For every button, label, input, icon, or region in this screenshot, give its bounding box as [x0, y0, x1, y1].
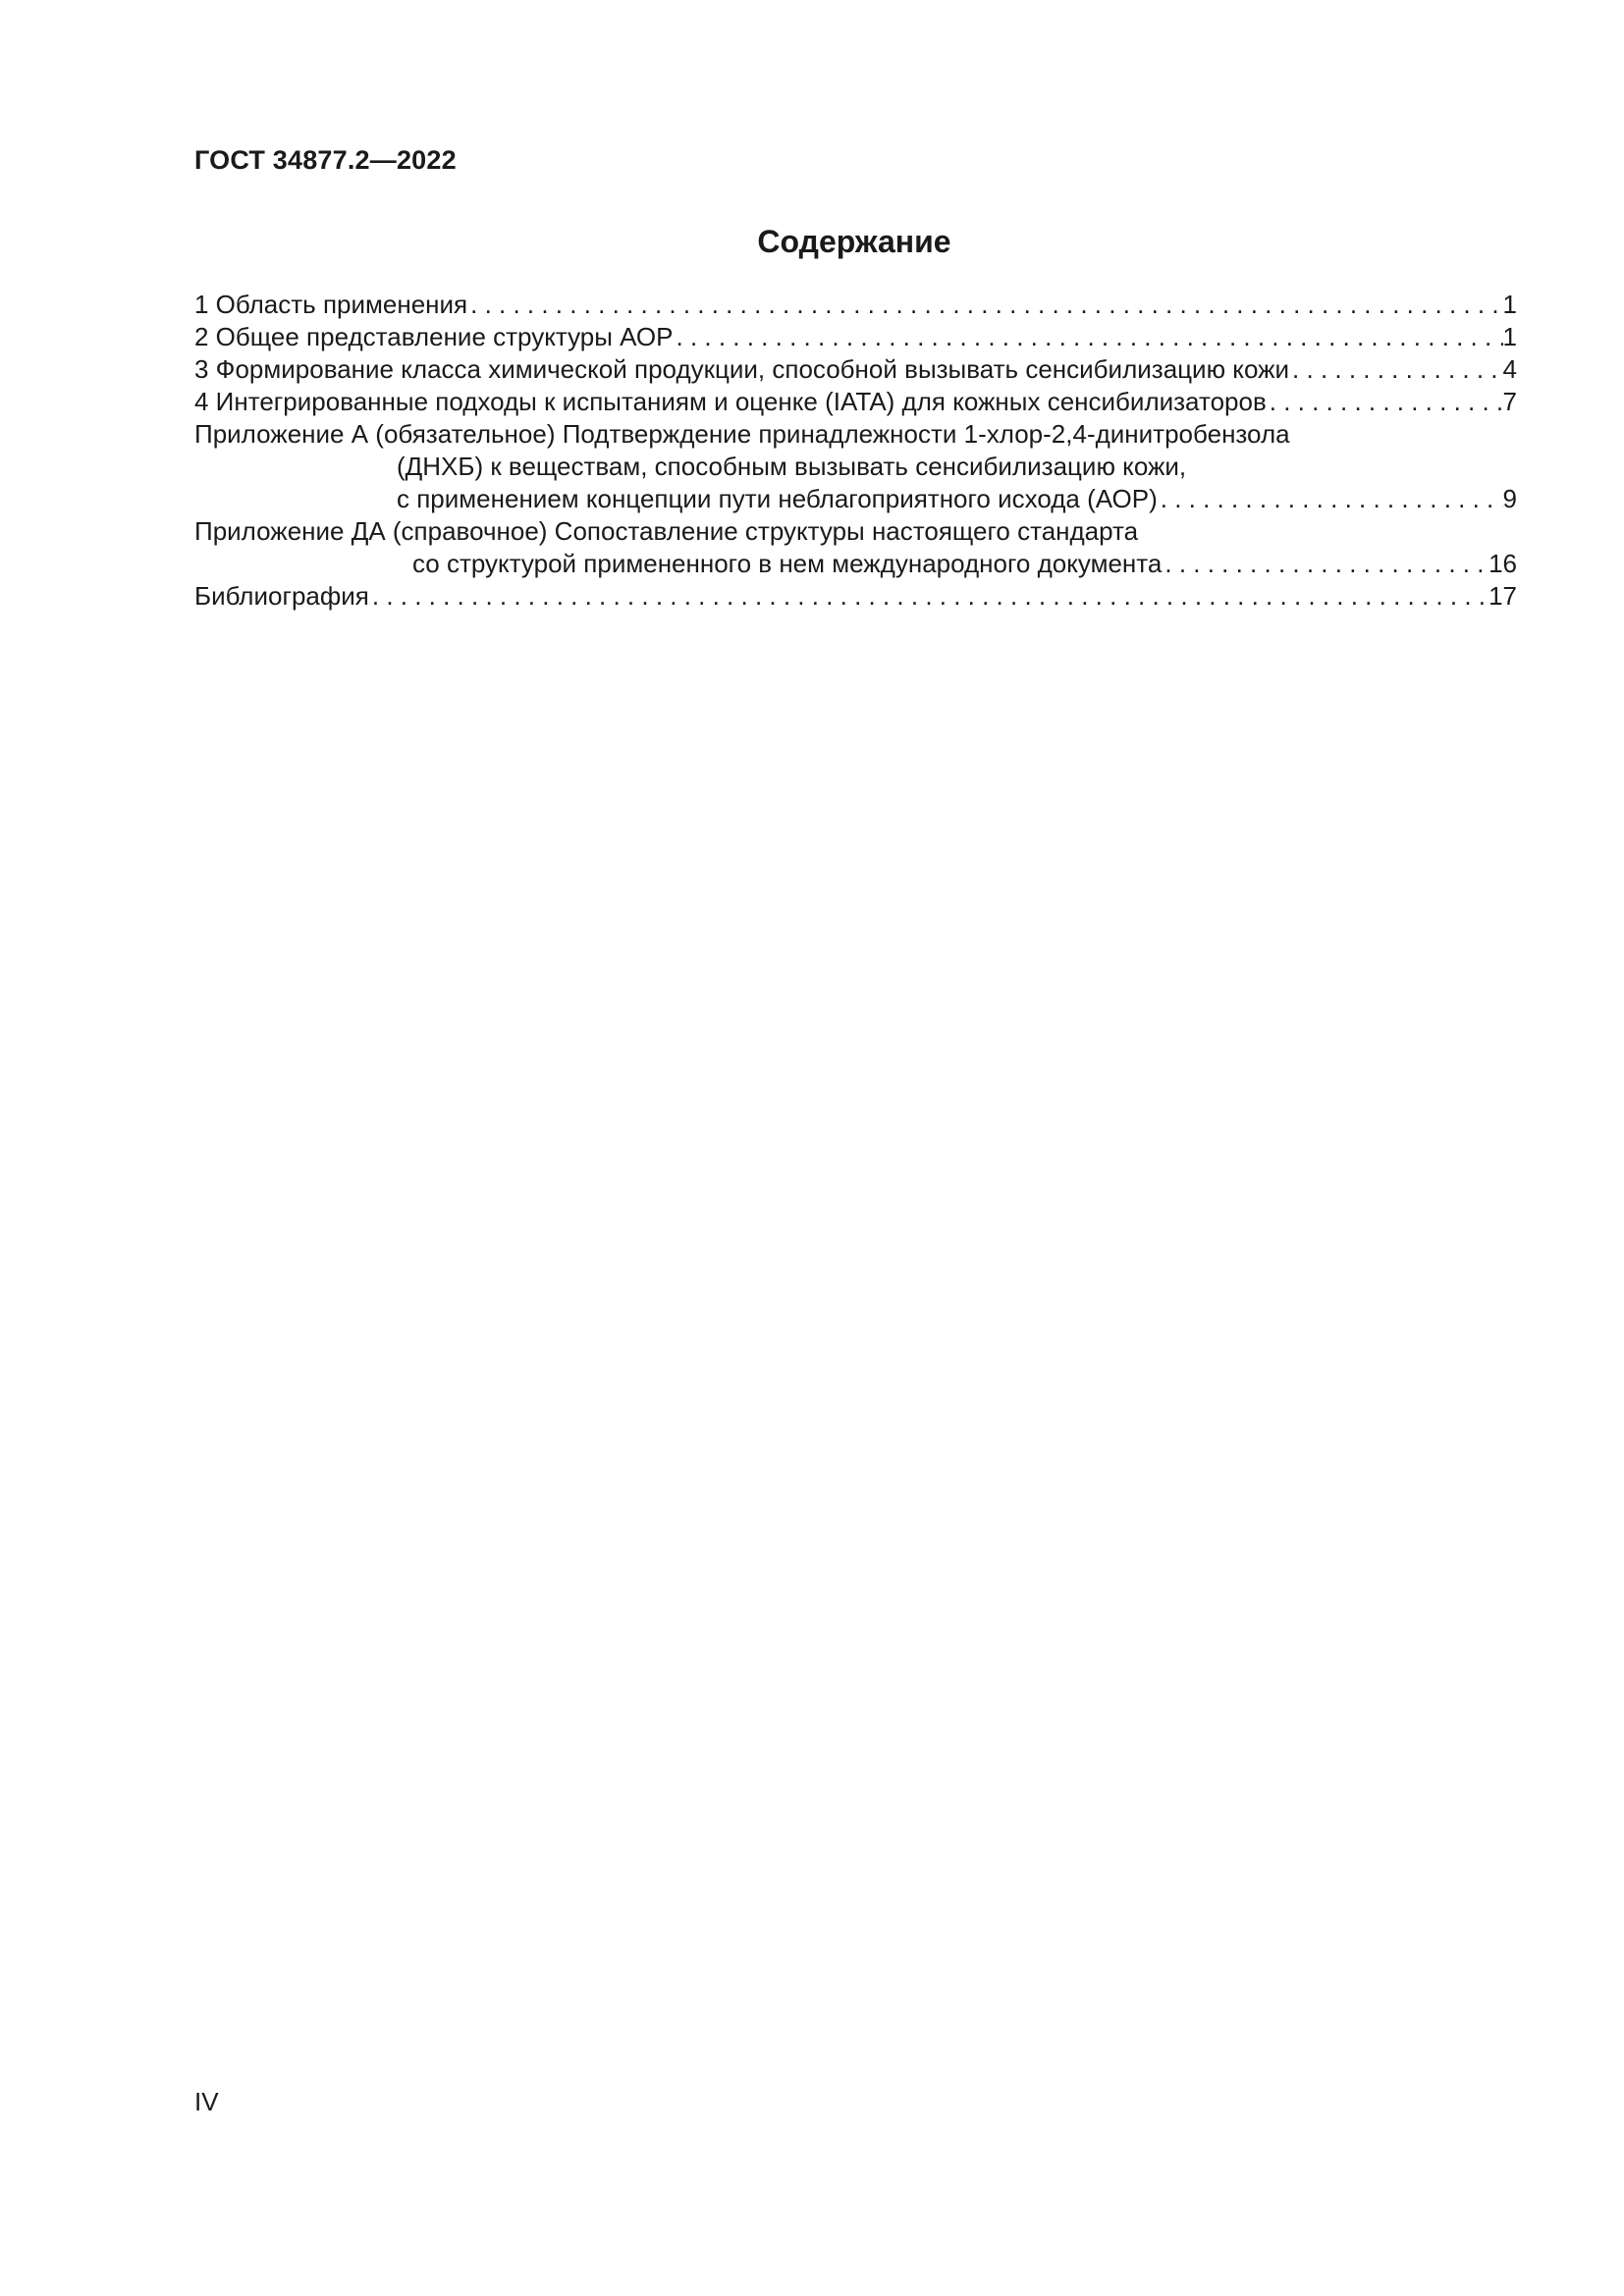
toc-leader-dots	[1162, 548, 1489, 580]
toc-entry-label: 3 Формирование класса химической продукции, способной вызывать сенсибилизацию кожи	[194, 354, 1290, 384]
toc-entry-label: 2 Общее представление структуры АОР	[194, 322, 674, 351]
toc-entry-label: 4 Интегрированные подходы к испытаниям и оценке (IATA) для кожных сенсибилизаторов	[194, 387, 1267, 416]
toc-entry-label-continuation: (ДНХБ) к веществам, способным вызывать сенсибилизацию кожи,	[397, 452, 1187, 481]
toc-leader-dots	[674, 321, 1503, 353]
toc-entry-label: 1 Область применения	[194, 290, 468, 319]
toc-entry-label: Приложение ДА (справочное) Сопоставление структуры настоящего стандарта	[194, 516, 1139, 546]
toc-page-number: 4	[1502, 354, 1517, 384]
toc-entry-bibliography[interactable]	[194, 580, 1517, 613]
standard-id-header: ГОСТ 34877.2—2022	[194, 145, 457, 175]
toc-leader-dots	[1289, 353, 1502, 386]
toc-entry-scope[interactable]	[194, 289, 1517, 321]
toc-leader-dots	[467, 289, 1502, 321]
toc-entry-iata[interactable]	[194, 386, 1517, 418]
toc-entry-annex-da[interactable]	[194, 515, 1517, 580]
toc-entry-label-continuation: со структурой примененного в нем международного документа	[412, 549, 1163, 578]
toc-entry-label: Приложение А (обязательное) Подтверждение принадлежности 1-хлор-2,4-динитробензола	[194, 419, 1290, 449]
table-of-contents	[194, 289, 1517, 613]
toc-page-number: 16	[1489, 549, 1517, 578]
toc-entry-classification[interactable]	[194, 353, 1517, 386]
toc-leader-dots	[1267, 386, 1503, 418]
toc-page-number: 1	[1502, 290, 1517, 319]
toc-page-number: 9	[1502, 484, 1517, 513]
toc-entry-annex-a[interactable]	[194, 418, 1517, 515]
toc-page-number: 1	[1502, 322, 1517, 351]
toc-leader-dots	[1158, 483, 1503, 515]
page-number: IV	[194, 2087, 219, 2116]
toc-entry-label: Библиография	[194, 581, 369, 611]
toc-title: Содержание	[757, 224, 951, 259]
toc-page-number: 7	[1502, 387, 1517, 416]
toc-page-number: 17	[1489, 581, 1517, 611]
toc-leader-dots	[369, 580, 1489, 613]
toc-entry-label-continuation: с применением концепции пути неблагоприятного исхода (АОР)	[397, 484, 1158, 513]
toc-entry-aop-structure[interactable]	[194, 321, 1517, 353]
